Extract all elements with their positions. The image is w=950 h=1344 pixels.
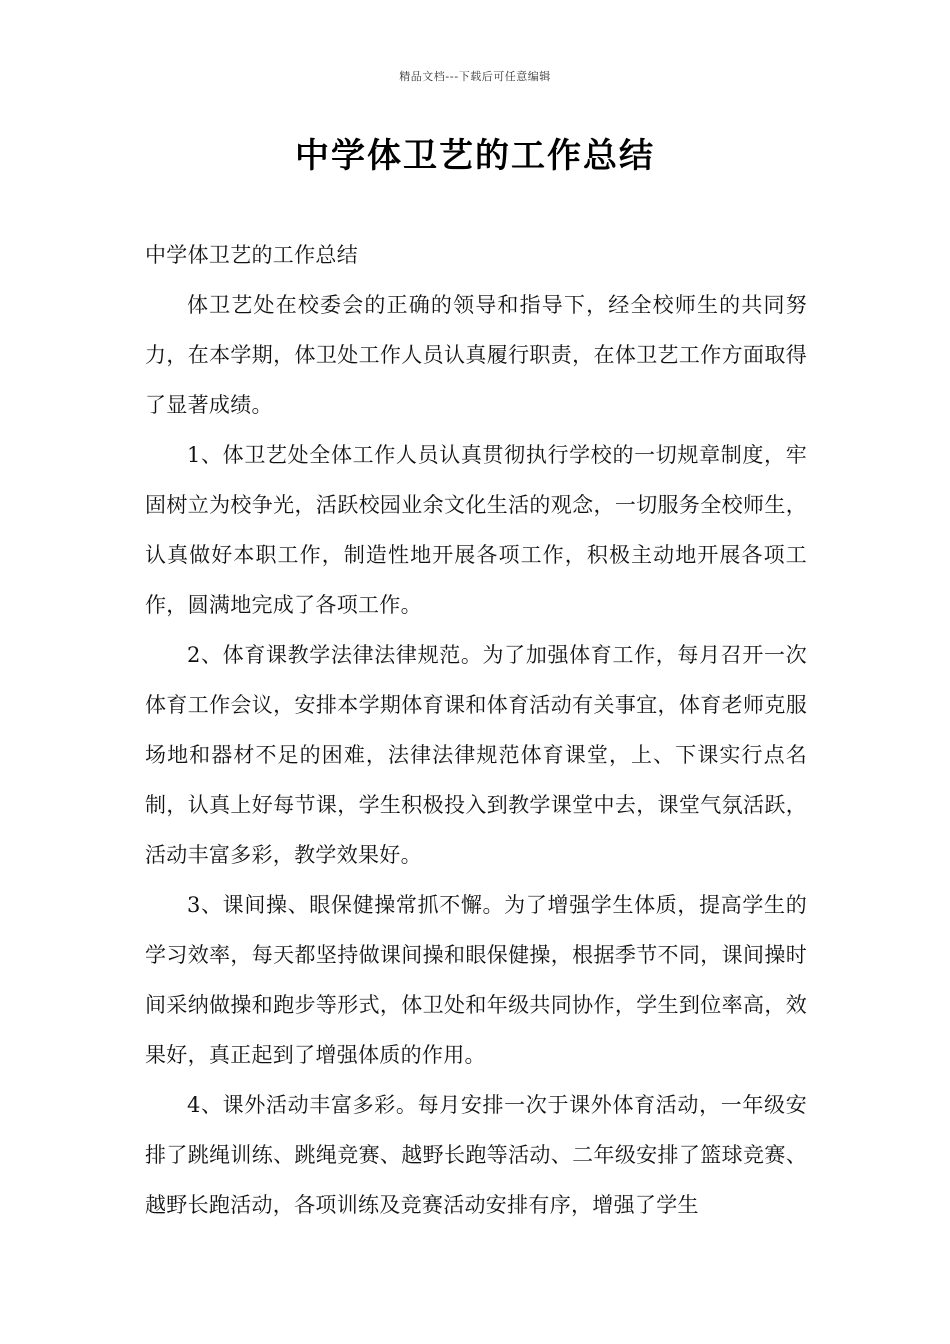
paragraph-intro: 体卫艺处在校委会的正确的领导和指导下，经全校师生的共同努力，在本学期，体卫处工作人员认真履行职责，在体卫艺工作方面取得了显著成绩。 — [145, 293, 807, 417]
document-subtitle: 中学体卫艺的工作总结 — [145, 243, 358, 267]
document-body — [145, 230, 807, 1230]
paragraph-4: 4、课外活动丰富多彩。每月安排一次于课外体育活动，一年级安排了跳绳训练、跳绳竞赛、越野长跑等活动、二年级安排了篮球竞赛、越野长跑活动，各项训练及竞赛活动安排有序，增强了学生 — [145, 1093, 807, 1217]
document-title: 中学体卫艺的工作总结 — [295, 136, 655, 176]
paragraph-3: 3、课间操、眼保健操常抓不懈。为了增强学生体质，提高学生的学习效率，每天都坚持做课间操和眼保健操，根据季节不同，课间操时间采纳做操和跑步等形式，体卫处和年级共同协作，学生到位率高，效果好，真正起到了增强体质的作用。 — [145, 893, 807, 1067]
header-note: 精品文档---下载后可任意编辑 — [399, 70, 551, 83]
paragraph-1: 1、体卫艺处全体工作人员认真贯彻执行学校的一切规章制度，牢固树立为校争光，活跃校园业余文化生活的观念，一切服务全校师生，认真做好本职工作，制造性地开展各项工作，积极主动地开展各项工作，圆满地完成了各项工作。 — [145, 443, 807, 617]
paragraph-2: 2、体育课教学法律法律规范。为了加强体育工作，每月召开一次体育工作会议，安排本学期体育课和体育活动有关事宜，体育老师克服场地和器材不足的困难，法律法律规范体育课堂，上、下课实行点名制，认真上好每节课，学生积极投入到教学课堂中去，课堂气氛活跃，活动丰富多彩，教学效果好。 — [145, 643, 807, 867]
